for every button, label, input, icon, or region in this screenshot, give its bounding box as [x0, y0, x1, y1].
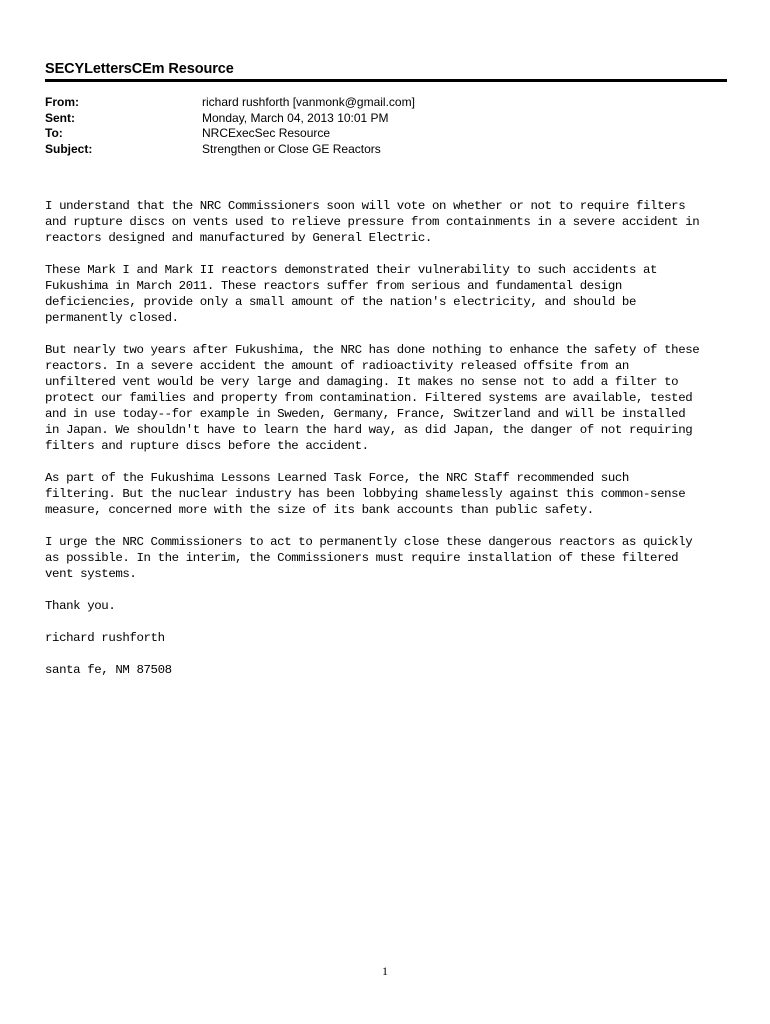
title-divider — [45, 79, 727, 82]
body-paragraph: These Mark I and Mark II reactors demonstrated their vulnerability to such accidents at Fukushima in March 2011. These reactors suffer from serious and fundamental design deficiencies, provide only a small amount of the nation's electricity, and should be permanently closed. — [45, 263, 658, 325]
body-paragraph: As part of the Fukushima Lessons Learned Task Force, the NRC Staff recommended such filtering. But the nuclear industry has been lobbying shamelessly against this common-sense measure, concerned more with the size of its bank accounts than public safety. — [45, 471, 686, 517]
header-row-from — [45, 95, 415, 111]
sender-name: richard rushforth — [45, 631, 165, 645]
header-row-to — [45, 126, 415, 142]
sender-location: santa fe, NM 87508 — [45, 663, 172, 677]
sent-label: Sent: — [45, 110, 75, 125]
to-label: To: — [45, 126, 63, 140]
subject-value: Strengthen or Close GE Reactors — [202, 141, 381, 156]
header-row-sent — [45, 111, 415, 127]
sent-value: Monday, March 04, 2013 10:01 PM — [202, 110, 389, 125]
body-paragraph: I urge the NRC Commissioners to act to permanently close these dangerous reactors as quickly as possible. In the interim, the Commissioners must require installation of these filtered vent systems. — [45, 535, 693, 581]
body-paragraph: I understand that the NRC Commissioners soon will vote on whether or not to require filters and rupture discs on vents used to relieve pressure from containments in a severe accident in reactors designed and manufactured by General Electric. — [45, 199, 700, 245]
from-value: richard rushforth [vanmonk@gmail.com] — [202, 95, 415, 109]
page-number: 1 — [382, 964, 388, 978]
closing-line: Thank you. — [45, 599, 116, 613]
email-body — [45, 198, 735, 694]
mailbox-title: SECYLettersCEm Resource — [45, 61, 234, 77]
header-row-subject — [45, 142, 415, 158]
body-paragraph: But nearly two years after Fukushima, the NRC has done nothing to enhance the safety of these reactors. In a severe accident the amount of radioactivity released offsite from an unfiltered vent would be very large and damaging. It makes no sense not to add a filter to protect our families and property from contamination. Filtered systems are available, tested and in use today--for example in Sweden, Germany, France, Switzerland and will be installed in Japan. We shouldn't have to learn the hard way, as did Japan, the danger of not requiring filters and rupture discs before the accident. — [45, 343, 700, 453]
to-value: NRCExecSec Resource — [202, 126, 331, 140]
subject-label: Subject: — [45, 141, 93, 156]
from-label: From: — [45, 95, 79, 109]
email-header — [45, 95, 415, 157]
